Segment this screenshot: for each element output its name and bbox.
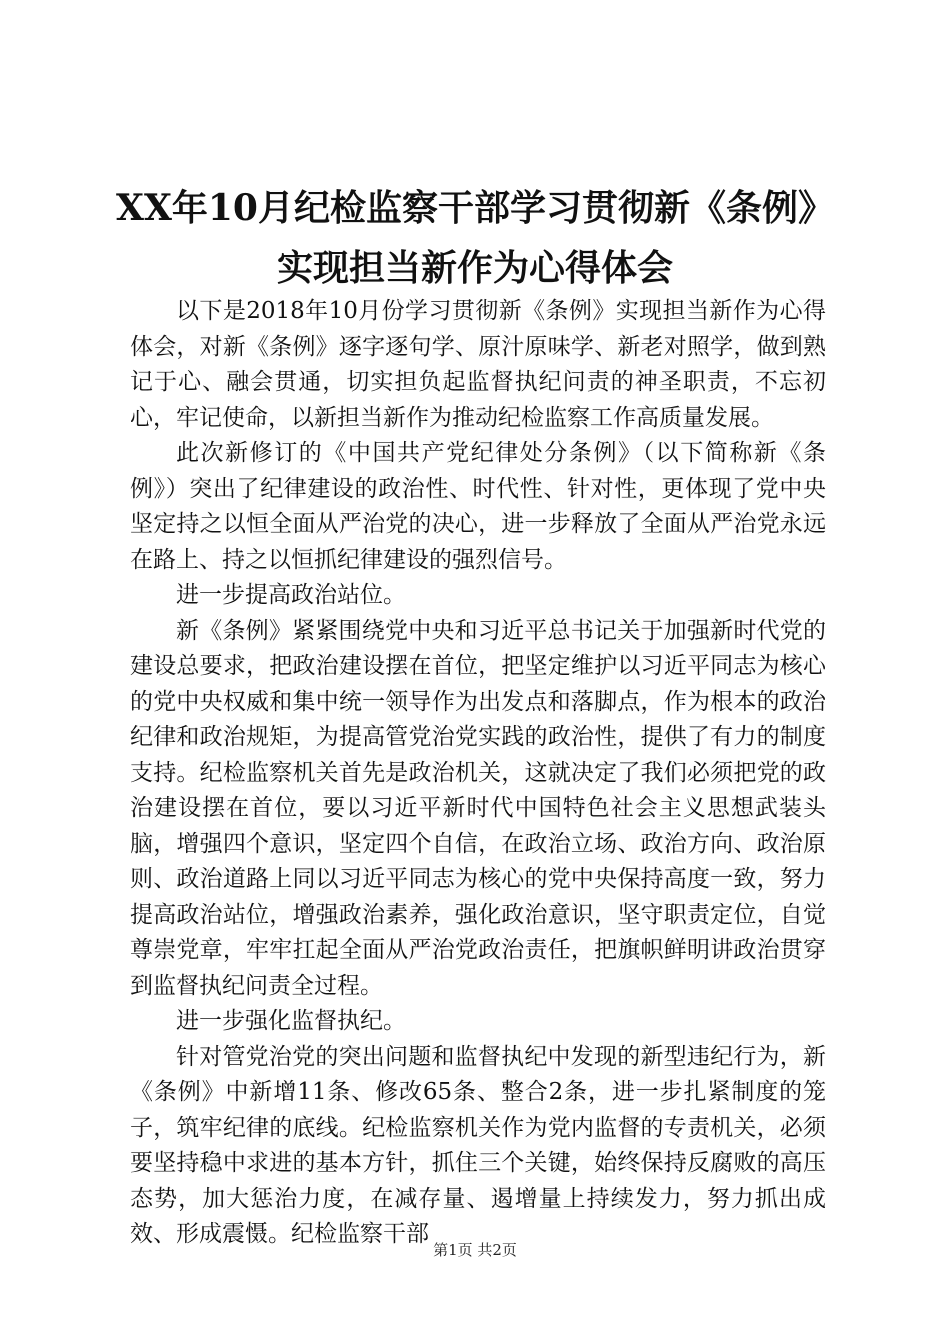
document-title-line-2: 实现担当新作为心得体会: [276, 247, 673, 289]
paragraph-regulation-overview: 此次新修订的《中国共产党纪律处分条例》（以下简称新《条例》）突出了纪律建设的政治性、时代性、针对性，更体现了党中央坚定持之以恒全面从严治党的决心，进一步释放了全面从严治党永远在路上、持之以恒抓纪律建设的强烈信号。: [130, 440, 826, 573]
paragraph-political-stance: 新《条例》紧紧围绕党中央和习近平总书记关于加强新时代党的建设总要求，把政治建设摆在首位，把坚定维护以习近平同志为核心的党中央权威和集中统一领导作为出发点和落脚点，作为根本的政治纪律和政治规矩，为提高管党治党实践的政治性，提供了有力的制度支持。纪检监察机关首先是政治机关，这就决定了我们必须把党的政治建设摆在首位，要以习近平新时代中国特色社会主义思想武装头脑，增强四个意识，坚定四个自信，在政治立场、政治方向、政治原则、政治道路上同以习近平同志为核心的党中央保持高度一致，努力提高政治站位，增强政治素养，强化政治意识，坚守职责定位，自觉尊崇党章，牢牢扛起全面从严治党政治责任，把旗帜鲜明讲政治贯穿到监督执纪问责全过程。: [130, 617, 826, 999]
paragraph-supervision: 针对管党治党的突出问题和监督执纪中发现的新型违纪行为，新《条例》中新增11条、修改65条、整合2条，进一步扎紧制度的笼子，筑牢纪律的底线。纪检监察机关作为党内监督的专责机关，必须要坚持稳中求进的基本方针，抓住三个关键，始终保持反腐败的高压态势，加大惩治力度，在减存量、遏增量上持续发力，努力抓出成效、形成震慑。纪检监察干部: [130, 1043, 826, 1247]
paragraph-intro: 以下是2018年10月份学习贯彻新《条例》实现担当新作为心得体会，对新《条例》逐字逐句学、原汁原味学、新老对照学，做到熟记于心、融会贯通，切实担负起监督执纪问责的神圣职责，不忘初心，牢记使命，以新担当新作为推动纪检监察工作高质量发展。: [130, 298, 826, 431]
document-title-line-1: XX年10月纪检监察干部学习贯彻新《条例》: [116, 187, 834, 229]
document-body: [130, 294, 826, 1253]
section-heading-political-stance: 进一步提高政治站位。: [176, 582, 406, 608]
section-heading-supervision: 进一步强化监督执纪。: [176, 1008, 406, 1034]
page-number-footer: 第1页 共2页: [433, 1241, 517, 1259]
